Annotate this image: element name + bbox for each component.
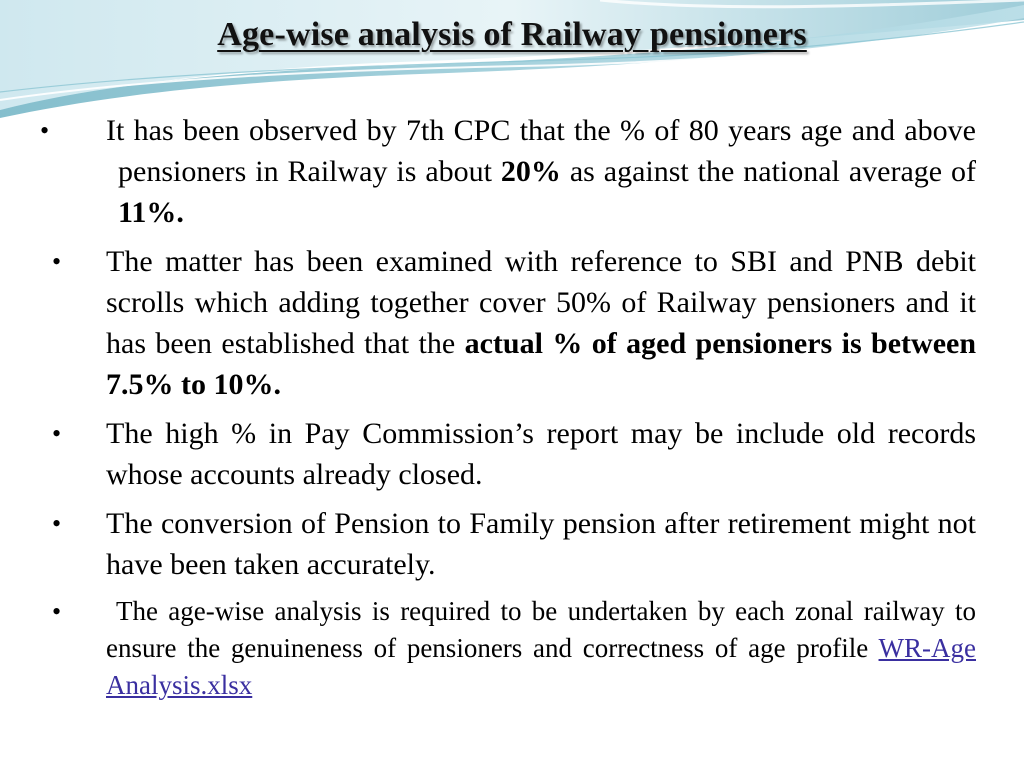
bullet-list xyxy=(0,110,1024,712)
bullet-item xyxy=(0,413,1024,495)
bullet-icon: • xyxy=(52,597,62,626)
bold-finding: actual % of aged pensioners is between 7.5% to 10%. xyxy=(106,327,977,401)
bullet-item xyxy=(0,503,1024,585)
bullet-text: as against the national average of xyxy=(560,155,976,188)
bullet-icon: • xyxy=(52,509,62,538)
spreadsheet-link[interactable]: WR-Age Analysis.xlsx xyxy=(106,633,976,700)
bullet-text: The matter has been examined with reference to SBI and PNB debit scrolls which adding together cover 50% of Railway pensioners and it has been established that the xyxy=(106,245,976,360)
bullet-text: The high % in Pay Commission’s report may be include old records whose accounts already closed. xyxy=(106,417,976,491)
bullet-item: • It has been observed by 7th CPC that the % of 80 years age and above pensioners in Railway is about 20% as against the national average of 11%. xyxy=(40,114,976,229)
bullet-text: It has been observed by 7th CPC that the % of 80 years age and above pensioners in Railway is about xyxy=(106,114,976,188)
bullet-text: The conversion of Pension to Family pension after retirement might not have been taken accurately. xyxy=(106,507,976,581)
bullet-icon: • xyxy=(52,247,62,276)
bullet-icon: • xyxy=(52,419,62,448)
bullet-item xyxy=(0,593,1024,704)
bold-percent: 11%. xyxy=(118,196,184,229)
slide-title: Age-wise analysis of Railway pensioners xyxy=(217,16,807,53)
bullet-text: The age-wise analysis is required to be undertaken by each zonal railway to ensure the genuineness of pensioners and correctness of age profile xyxy=(106,596,976,663)
bullet-item xyxy=(0,241,1024,405)
bold-percent: 20% xyxy=(500,155,561,188)
